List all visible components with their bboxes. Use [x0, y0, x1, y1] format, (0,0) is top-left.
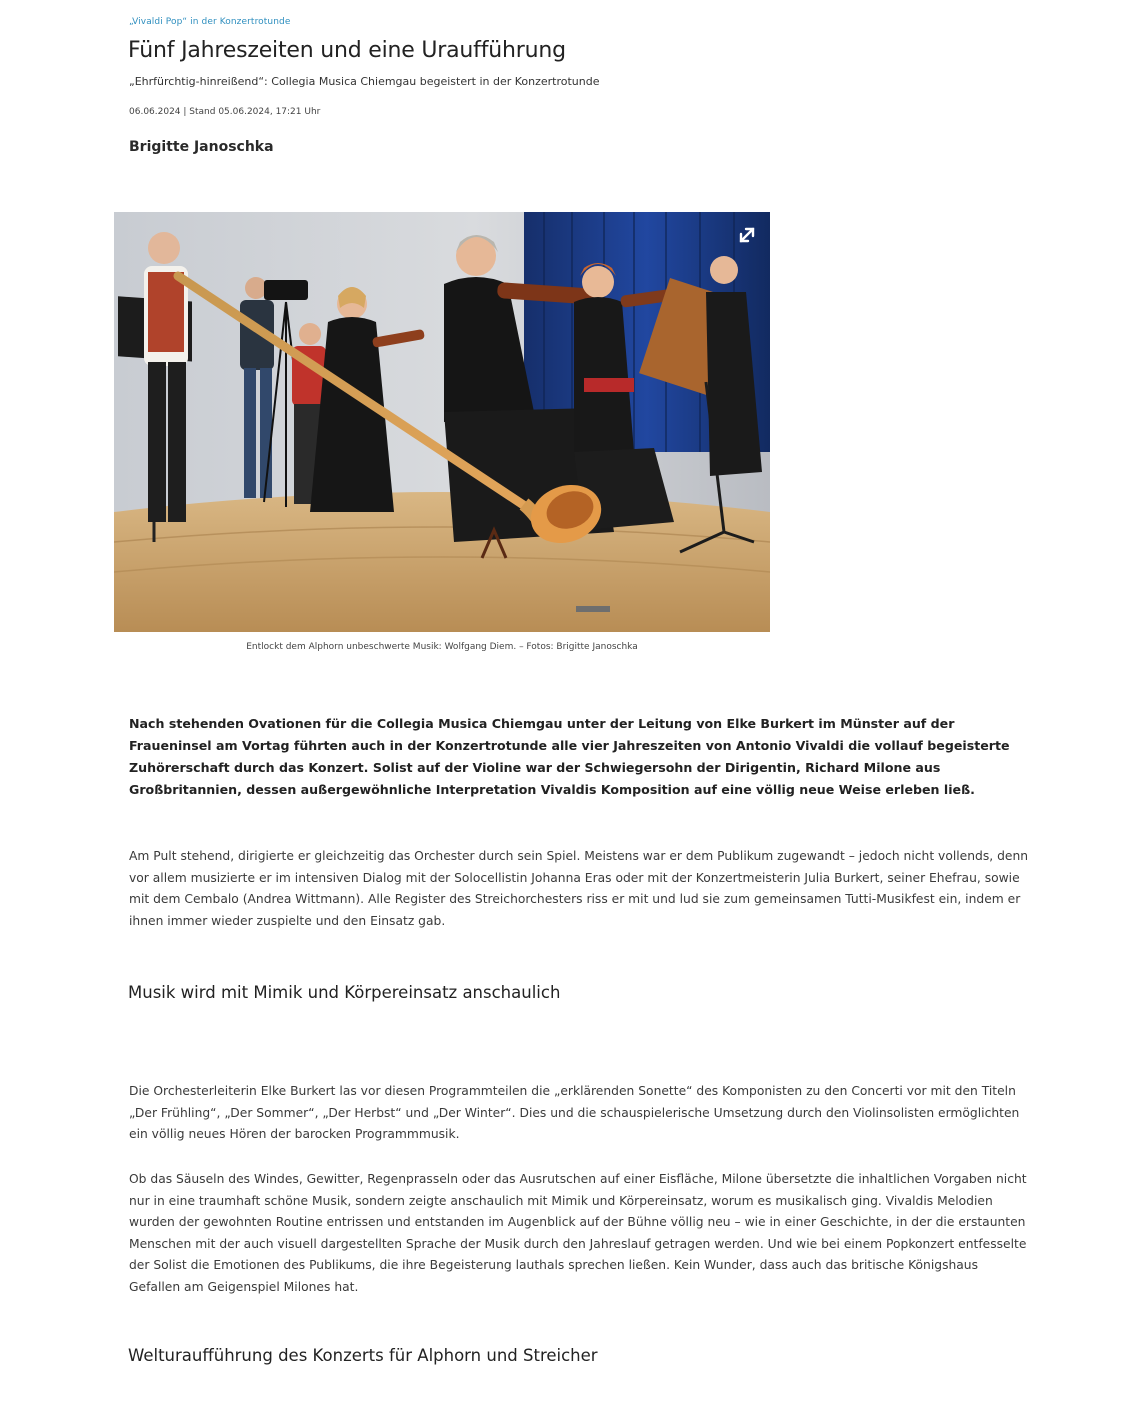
article-author[interactable]: Brigitte Janoschka [129, 139, 274, 155]
article-subheading-1: Musik wird mit Mimik und Körpereinsatz anschaulich [128, 983, 561, 1002]
expand-icon[interactable] [736, 224, 758, 246]
article-photo[interactable] [114, 212, 770, 632]
concert-photo-illustration [114, 212, 770, 632]
article-date-line: 06.06.2024 | Stand 05.06.2024, 17:21 Uhr [129, 107, 321, 117]
article-kicker[interactable]: „Vivaldi Pop“ in der Konzertrotunde [129, 17, 291, 27]
article-subheadline: „Ehrfürchtig-hinreißend“: Collegia Musica Chiemgau begeistert in der Konzertrotunde [129, 75, 600, 88]
article-paragraph-2: Die Orchesterleiterin Elke Burkert las vor diesen Programmteilen die „erklärenden Sonette“ des Komponisten zu den Concerti vor mit den Titeln „Der Frühling“, „Der Sommer“, „Der Herbst“ und „Der Winter“. Dies und die schauspielerische Umsetzung durch den Violinsolisten ermöglichten ein völlig neues Hören der barocken Programmmusik. [129, 1084, 1020, 1141]
article-subheading-2: Welturaufführung des Konzerts für Alphorn und Streicher [128, 1346, 598, 1365]
article-paragraph-3: Ob das Säuseln des Windes, Gewitter, Regenprasseln oder das Ausrutschen auf einer Eisfläche, Milone übersetzte die inhaltlichen Vorgaben nicht nur in eine traumhaft schöne Musik, sondern zeigte anschaulich mit Mimik und Körpereinsatz, worum es musikalisch ging. Vivaldis Melodien wurden der gewohnten Routine entrissen und entstanden im Augenblick auf der Bühne völlig neu – wie in einer Geschichte, in der die erstaunten Menschen mit der auch visuell dargestellten Sprache der Musik durch den Jahreslauf getragen werden. Und wie bei einem Popkonzert entfesselte der Solist die Emotionen des Publikums, die ihre Begeisterung lauthals sprechen ließen. Kein Wunder, dass auch das britische Königshaus Gefallen am Geigenspiel Milones hat. [129, 1172, 1027, 1294]
article-lead: Nach stehenden Ovationen für die Collegia Musica Chiemgau unter der Leitung von Elke Burkert im Münster auf der Fraueninsel am Vortag führten auch in der Konzertrotunde alle vier Jahreszeiten von Antonio Vivaldi die vollauf begeisterte Zuhörerschaft durch das Konzert. Solist auf der Violine war der Schwiegersohn der Dirigentin, Richard Milone aus Großbritannien, dessen außergewöhnliche Interpretation Vivaldis Komposition auf eine völlig neue Weise erleben ließ. [129, 716, 1010, 797]
photo-stage-floor [114, 492, 770, 632]
article-headline: Fünf Jahreszeiten und eine Uraufführung [128, 38, 566, 63]
article-paragraph-1: Am Pult stehend, dirigierte er gleichzeitig das Orchester durch sein Spiel. Meistens war er dem Publikum zugewandt – jedoch nicht vollends, denn vor allem musizierte er im intensiven Dialog mit der Solocellistin Johanna Eras oder mit der Konzertmeisterin Julia Burkert, seiner Ehefrau, sowie mit dem Cembalo (Andrea Wittmann). Alle Register des Streichorchesters riss er mit und lud sie zum gemeinsamen Tutti-Musikfest ein, indem er ihnen immer wieder zuspielte und den Einsatz gab. [129, 849, 1029, 928]
photo-caption: Entlockt dem Alphorn unbeschwerte Musik: Wolfgang Diem. – Fotos: Brigitte Janoschka [246, 642, 638, 652]
